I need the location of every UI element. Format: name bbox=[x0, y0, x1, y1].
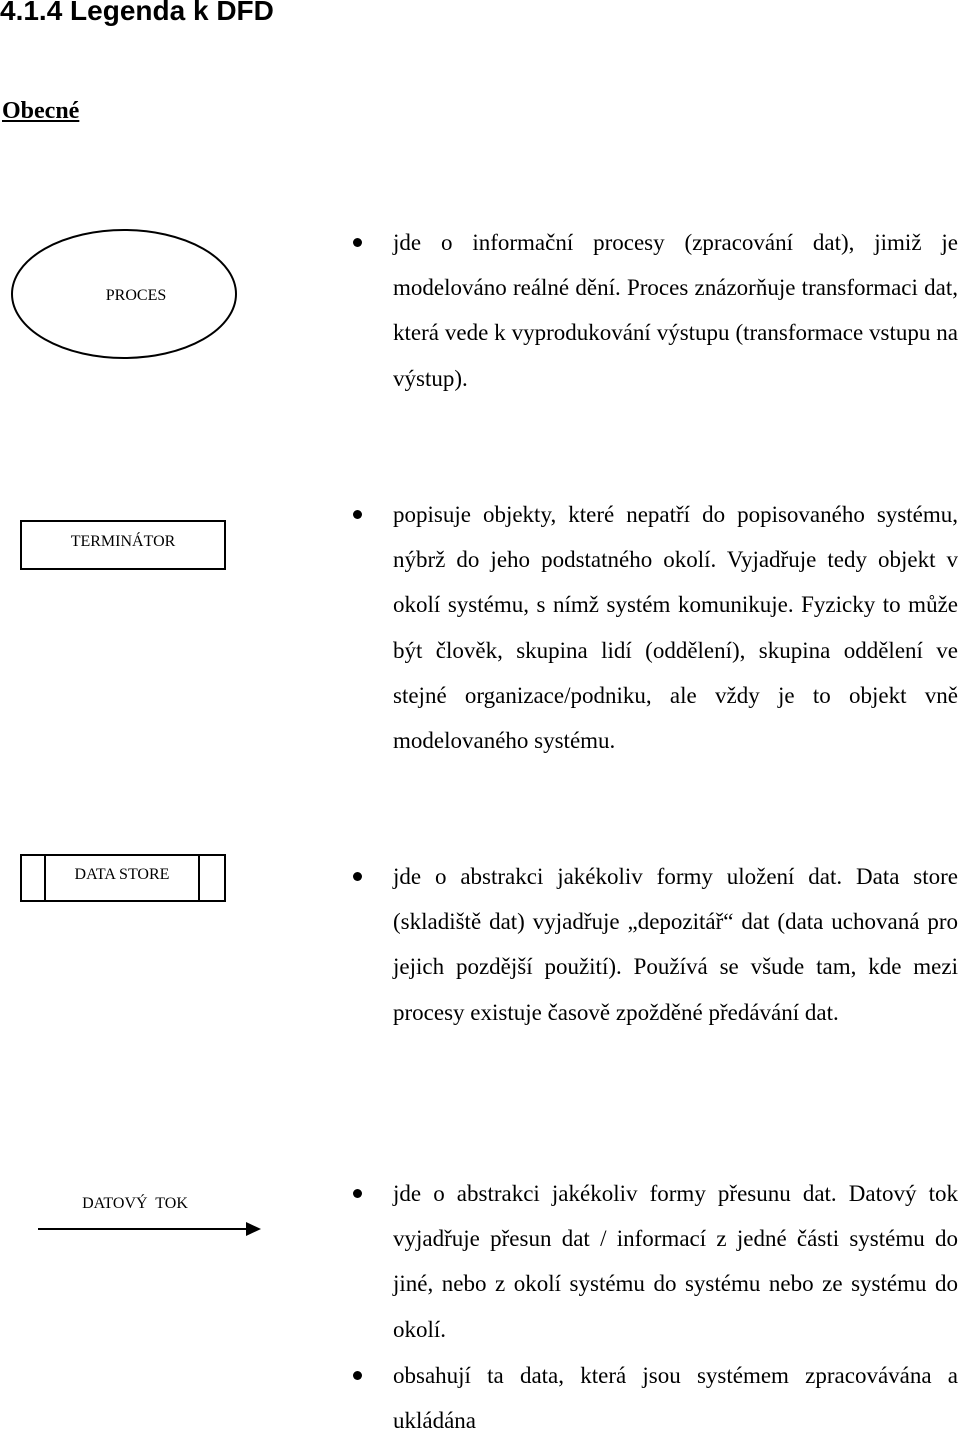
process-symbol-label: PROCES bbox=[105, 287, 167, 304]
data-store-icon bbox=[0, 854, 240, 906]
bullet-text: jde o abstrakci jakékoliv formy přesunu dat. Datový tok vyjadřuje přesun dat / informací z jedné části systému do jiné, nebo z okolí systému do systému nebo ze systému do okolí. bbox=[393, 1181, 958, 1342]
terminator-description bbox=[348, 492, 958, 763]
bullet-dot-icon bbox=[353, 238, 362, 247]
data-store-description bbox=[348, 854, 958, 1035]
data-store-symbol bbox=[0, 854, 240, 906]
data-flow-description bbox=[348, 1171, 958, 1352]
process-description-list bbox=[348, 220, 958, 401]
bullet-text: obsahují ta data, která jsou systémem zpracovávána a ukládána bbox=[393, 1362, 958, 1434]
bullet-text: popisuje objekty, které nepatří do popisovaného systému, nýbrž do jeho podstatného okolí. Vyjadřuje tedy objekt v okolí systému, s nímž systém komunikuje. Fyzicky to může být člověk, skupina lidí (oddělení), skupina oddělení ve stejné organizace/podniku, ale vždy je to objekt vně modelovaného systému. bbox=[393, 502, 958, 754]
section-heading: 4.1.4 Legenda k DFD bbox=[0, 0, 274, 26]
bullet-text: jde o informační procesy (zpracování dat), jimiž je modelováno reálné dění. Proces znázorňuje transformaci dat, která vede k vyprodukování výstupu (transformace vstupu na výstup). bbox=[393, 230, 958, 391]
bullet-dot-icon bbox=[353, 1371, 362, 1380]
terminator-symbol-label: TERMINÁTOR bbox=[70, 533, 176, 550]
subsection-heading: Obecné bbox=[2, 98, 80, 124]
terminator-symbol bbox=[0, 520, 240, 572]
data-flow-symbol bbox=[0, 1186, 270, 1236]
data-flow-description bbox=[348, 1353, 958, 1443]
rectangle-icon bbox=[0, 520, 240, 572]
bullet-dot-icon bbox=[353, 1189, 362, 1198]
process-symbol bbox=[0, 226, 240, 366]
data-flow-description-list bbox=[348, 1171, 958, 1443]
ellipse-icon bbox=[0, 226, 240, 366]
data-store-symbol-label: DATA STORE bbox=[74, 866, 170, 883]
data-store-description-list bbox=[348, 854, 958, 1035]
terminator-description-list bbox=[348, 492, 958, 763]
arrow-right-icon bbox=[0, 1186, 270, 1236]
bullet-dot-icon bbox=[353, 872, 362, 881]
bullet-dot-icon bbox=[353, 510, 362, 519]
data-flow-symbol-label: DATOVÝ TOK bbox=[82, 1195, 188, 1212]
bullet-text: jde o abstrakci jakékoliv formy uložení dat. Data store (skladiště dat) vyjadřuje „depozitář“ dat (data uchovaná pro jejich pozdější použití). Používá se všude tam, kde mezi procesy existuje časově zpožděné předávání dat. bbox=[393, 864, 958, 1025]
process-description bbox=[348, 220, 958, 401]
